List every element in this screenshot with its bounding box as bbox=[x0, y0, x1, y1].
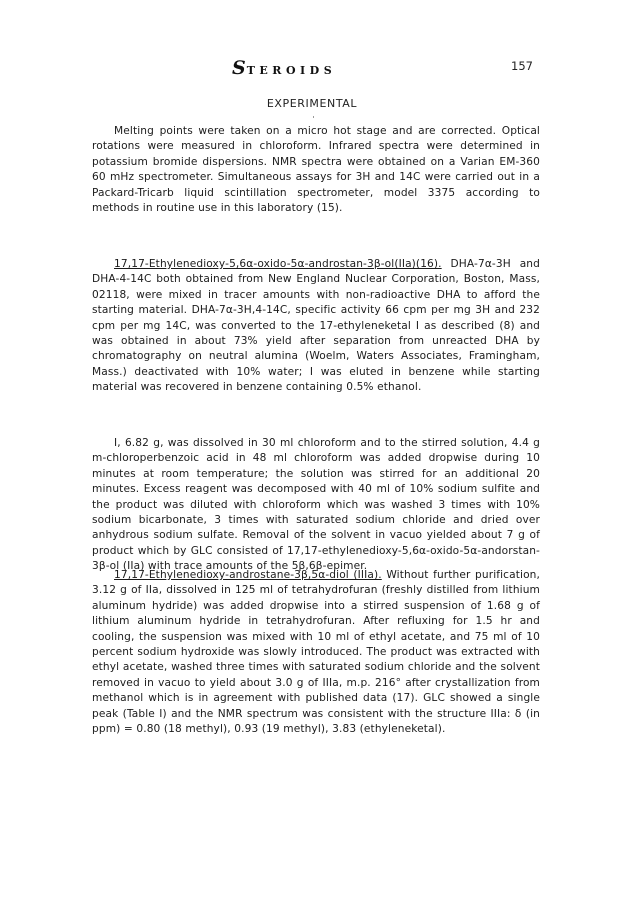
compound-heading: 17,17-Ethylenedioxy-5,6α-oxido-5α-androstan-3β-ol(IIa)(16). bbox=[114, 258, 442, 270]
compound-heading: 17,17-Ethylenedioxy-androstane-3β,5α-diol (IIIa). bbox=[114, 569, 382, 581]
page-number: 157 bbox=[511, 59, 533, 73]
paragraph-text: Without further purification, 3.12 g of IIa, dissolved in 125 ml of tetrahydrofuran (freshly distilled from lithium aluminum hydride) was added dropwise into a stirred suspension of 1.68 g of lithium aluminum hydride in tetrahydrofuran. After refluxing for 1.5 hr and cooling, the suspension was mixed with 10 ml of ethyl acetate, and 75 ml of 10 percent sodium hydroxide was slowly introduced. The product was extracted with ethyl acetate, washed three times with saturated sodium chloride and the solvent removed in vacuo to yield about 3.0 g of IIIa, m.p. 216° after crystallization from methanol which is in agreement with published data (17). GLC showed a single peak (Table I) and the NMR spectrum was consistent with the structure IIIa: δ (in ppm) = 0.80 (18 methyl), 0.93 (19 methyl), 3.83 (ethyleneketal). bbox=[92, 569, 540, 736]
stray-mark bbox=[313, 116, 314, 118]
paragraph-text: I, 6.82 g, was dissolved in 30 ml chloroform and to the stirred solution, 4.4 g m-chloroperbenzoic acid in 48 ml chloroform was added dropwise during 10 minutes at room temperature; the solution was stirred for an additional 20 minutes. Excess reagent was decomposed with 40 ml of 10% sodium sulfite and the product was diluted with chloroform which was washed 3 times with 10% sodium bicarbonate, 3 times with saturated sodium chloride and dried over anhydrous sodium sulfate. Removal of the solvent in vacuo yielded about 7 g of product which by GLC consisted of 17,17-ethylenedioxy-5,6α-oxido-5α-andorstan-3β-ol (IIa) with trace amounts of the 5β,6β-epimer. bbox=[92, 437, 540, 573]
paragraph-compound-iiia bbox=[92, 568, 540, 737]
journal-name-rest: TEROIDS bbox=[246, 64, 337, 77]
paragraph-text: DHA-7α-3H and DHA-4-14C both obtained from New England Nuclear Corporation, Boston, Mass, 02118, were mixed in tracer amounts with non-radioactive DHA to afford the starting material. DHA-7α-3H,4-14C, specific activity 66 cpm per mg 3H and 232 cpm per mg 14C, was converted to the 17-ethyleneketal I as described (8) and was obtained in about 73% yield after separation from unreacted DHA by chromatography on neutral alumina (Woelm, Waters Associates, Framingham, Mass.) deactivated with 10% water; I was eluted in benzene while starting material was recovered in benzene containing 0.5% ethanol. bbox=[92, 258, 540, 394]
paragraph-epoxidation bbox=[92, 436, 540, 575]
section-title: EXPERIMENTAL bbox=[266, 97, 358, 110]
journal-initial: S bbox=[232, 57, 247, 79]
paragraph-text: Melting points were taken on a micro hot stage and are corrected. Optical rotations were measured in chloroform. Infrared spectra were determined in potassium bromide dispersions. NMR spectra were obtained on a Varian EM-360 60 mHz spectrometer. Simultaneous assays for 3H and 14C were carried out in a Packard-Tricarb liquid scintillation spectrometer, model 3375 according to methods in routine use in this laboratory (15). bbox=[92, 125, 540, 215]
paragraph-methods bbox=[92, 124, 540, 216]
paragraph-compound-iia bbox=[92, 257, 540, 396]
journal-name bbox=[232, 57, 336, 79]
